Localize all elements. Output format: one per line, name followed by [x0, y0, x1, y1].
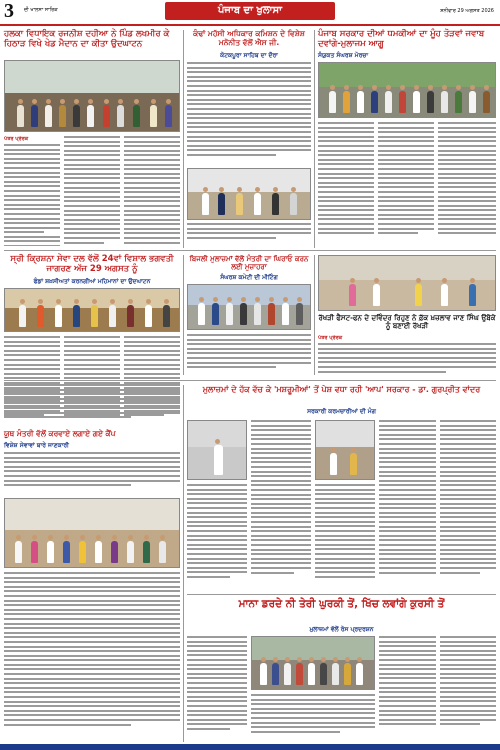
story-1-column-2: [64, 136, 120, 246]
story-8-column-4: [440, 420, 496, 590]
section-rule: [4, 380, 496, 381]
story-3-column-2: [378, 122, 434, 246]
story-9-column-4: [440, 636, 496, 742]
story-1-headline: ਹਲਕਾ ਵਿਧਾਇਕ ਰਜਨੀਸ਼ ਦਹੀਆ ਨੇ ਪਿੰਡ ਲਖਮੀਰ ਕੇ ਹਿਠਾੜ ਵਿਖੇ ਖੇਡ ਮੈਦਾਨ ਦਾ ਕੀਤਾ ਉਦਘਾਟਨ: [4, 29, 170, 49]
story-9-subhead: ਮੁਲਾਜ਼ਮਾਂ ਵੱਲੋਂ ਰੋਸ ਪ੍ਰਦਰਸ਼ਨ: [309, 626, 374, 633]
story-9-headline: ਮਾਨਾ ਡਰਦੇ ਨੀ ਤੇਰੀ ਘੁਰਕੀ ਤੋਂ, ਖਿੱਚ ਲਵਾਂਗੇ ਕੁਰਸੀ ਤੋਂ: [238, 598, 445, 610]
story-8-column-2: [315, 484, 375, 590]
story-2-headline: ਕੰਢਾਂ ਮਹੱਸੀ ਅਧਿਕਾਰ ਕਮਿਸ਼ਨ ਦੇ ਵਿਸ਼ੇਸ਼ ਮਨੋਨੀਤ ਵੱਲੋਂ ਐਸ ਜੀ.: [193, 29, 305, 47]
story-7-body: [4, 452, 180, 494]
story-2-subhead: ਕੋਟਕਪੂਰਾ ਸਾਹਿਬ ਦਾ ਦੌਰਾ: [220, 52, 278, 59]
story-4-headline: ਸ੍ਰੀ ਕ੍ਰਿਸ਼ਨਾ ਸੇਵਾ ਦਲ ਵੱਲੋਂ 24ਵਾਂ ਵਿਸ਼ਾਲ ਭਗਵਤੀ ਜਾਗਰਣ ਅੱਜ 29 ਅਗਸਤ ਨੂੰ: [10, 254, 174, 274]
dateline: ਸ਼ਨੀਵਾਰ 29 ਅਗਸਤ 2026: [440, 8, 494, 14]
story-6-photo: [318, 255, 496, 311]
masthead: [0, 0, 500, 26]
story-4-photo: [4, 288, 180, 332]
column-rule: [314, 30, 315, 248]
story-3-column-3: [438, 122, 496, 246]
story-8-column-1: [251, 420, 311, 590]
column-rule: [183, 30, 184, 248]
story-2-photo: [187, 168, 311, 220]
column-rule: [314, 255, 315, 375]
story-9-column-2: [251, 694, 375, 742]
story-7-intro: [4, 384, 180, 426]
story-6-headline: ਰੱਖੜੀ ਫੈਸਟ-ਫਨ ਦੇ ਦਵਿੰਦਰ ਰਿਹੁਣ ਨੇ ਫ਼ੱਕ ਖ਼ਜ਼ਲਾਵ ਜਾਣ ਸਿੰਘ ਉਬੋਕੇ ਨੂੰ ਬਣਾਈ ਰੱਖੜੀ: [318, 314, 496, 331]
story-5-body: [187, 334, 311, 376]
story-8-photo: [315, 420, 375, 480]
story-8-column-0: [187, 484, 247, 590]
paper-name: ਦੀ ਖਾਲਸਾ ਸਾਰਿਕ: [24, 7, 58, 13]
story-2-body: [187, 62, 311, 166]
page-number: 3: [4, 0, 14, 22]
story-7-continued: [4, 572, 180, 742]
section-title: ਪੰਜਾਬ ਦਾ ਖੁਲਾਸਾ: [165, 2, 335, 20]
story-3-column-1: [318, 122, 374, 246]
story-5-photo: [187, 284, 311, 330]
story-9-photo: [251, 636, 375, 690]
footer-bar: [0, 744, 500, 750]
story-9-column-1: [187, 636, 247, 742]
section-rule: [187, 594, 496, 595]
story-7-subhead: ਵਿਸ਼ੇਸ਼ ਸੇਵਾਵਾਂ ਬਾਰੇ ਜਾਣਕਾਰੀ: [4, 442, 69, 449]
story-7-photo: [4, 498, 180, 568]
story-8-portrait: [187, 420, 247, 480]
story-3-subhead: ਸੰਯੁਕਤ ਸੰਘਰਸ਼ ਮੋਰਚਾ: [318, 52, 369, 59]
story-5-headline: ਬਿਜਲੀ ਮੁਲਾਜ਼ਮਾਂ ਵੱਲੋਂ ਮੰਤਰੀ ਦਾ ਘਿਰਾਓ ਕਰਨ ਲਈ ਮੁਜ਼ਾਹਰਾ: [189, 255, 309, 272]
story-2-caption: [187, 223, 311, 249]
story-8-column-3: [379, 420, 436, 590]
story-4-subhead: ਫੰਡਾਂ ਸ਼ਖ਼ਸੀਅਤਾਂ ਕਰਨਗੀਆਂ ਮਹਿਮਾਨਾਂ ਦਾ ਉਦਘਾਟਨ: [33, 278, 151, 285]
column-rule: [183, 385, 184, 742]
story-6-body: ਪੱਤਰ ਪ੍ਰੇਰਕ: [318, 335, 496, 377]
story-5-subhead: ਸੰਘਰਸ਼ ਕਮੇਟੀ ਦੀ ਮੀਟਿੰਗ: [220, 274, 278, 281]
story-3-photo: [318, 62, 496, 118]
story-1-photo: [4, 60, 180, 132]
story-9-column-3: [379, 636, 436, 742]
story-8-headline: ਮੁਲਾਜ਼ਮਾਂ ਦੇ ਹੱਕ ਵੱਚ ਕੇ 'ਮਸ਼ਰੂਮੀਆਂ' ਤੋਂ ਪੇਸ਼ ਵਧਾ ਰਹੀ 'ਆਪ' ਸਰਕਾਰ - ਡਾ. ਗੁਰਪ੍ਰੀਤ ਵਾਂਦਰ: [202, 385, 481, 394]
story-1-column-3: [124, 136, 180, 246]
story-1-column-1: ਪੱਤਰ ਪ੍ਰੇਰਕ: [4, 136, 60, 246]
story-7-headline: ਯੂਥ ਮੰਤਰੀ ਵੱਲੋਂ ਕਰਵਾਏ ਲਗਾਏ ਗਏ ਕੈਂਪ: [4, 429, 116, 438]
story-3-headline: ਪੰਜਾਬ ਸਰਕਾਰ ਦੀਆਂ ਧਮਕੀਆਂ ਦਾ ਮੂੰਹ ਤੋੜਵਾਂ ਜਵਾਬ ਦਵਾਂਗੇ-ਮੁਲਾਜਮ ਆਗੂ: [318, 29, 485, 49]
story-8-subhead: ਸਰਕਾਰੀ ਕਰਮਚਾਰੀਆਂ ਦੀ ਮੰਗ: [307, 408, 376, 415]
section-rule: [4, 250, 496, 251]
column-rule: [183, 255, 184, 375]
